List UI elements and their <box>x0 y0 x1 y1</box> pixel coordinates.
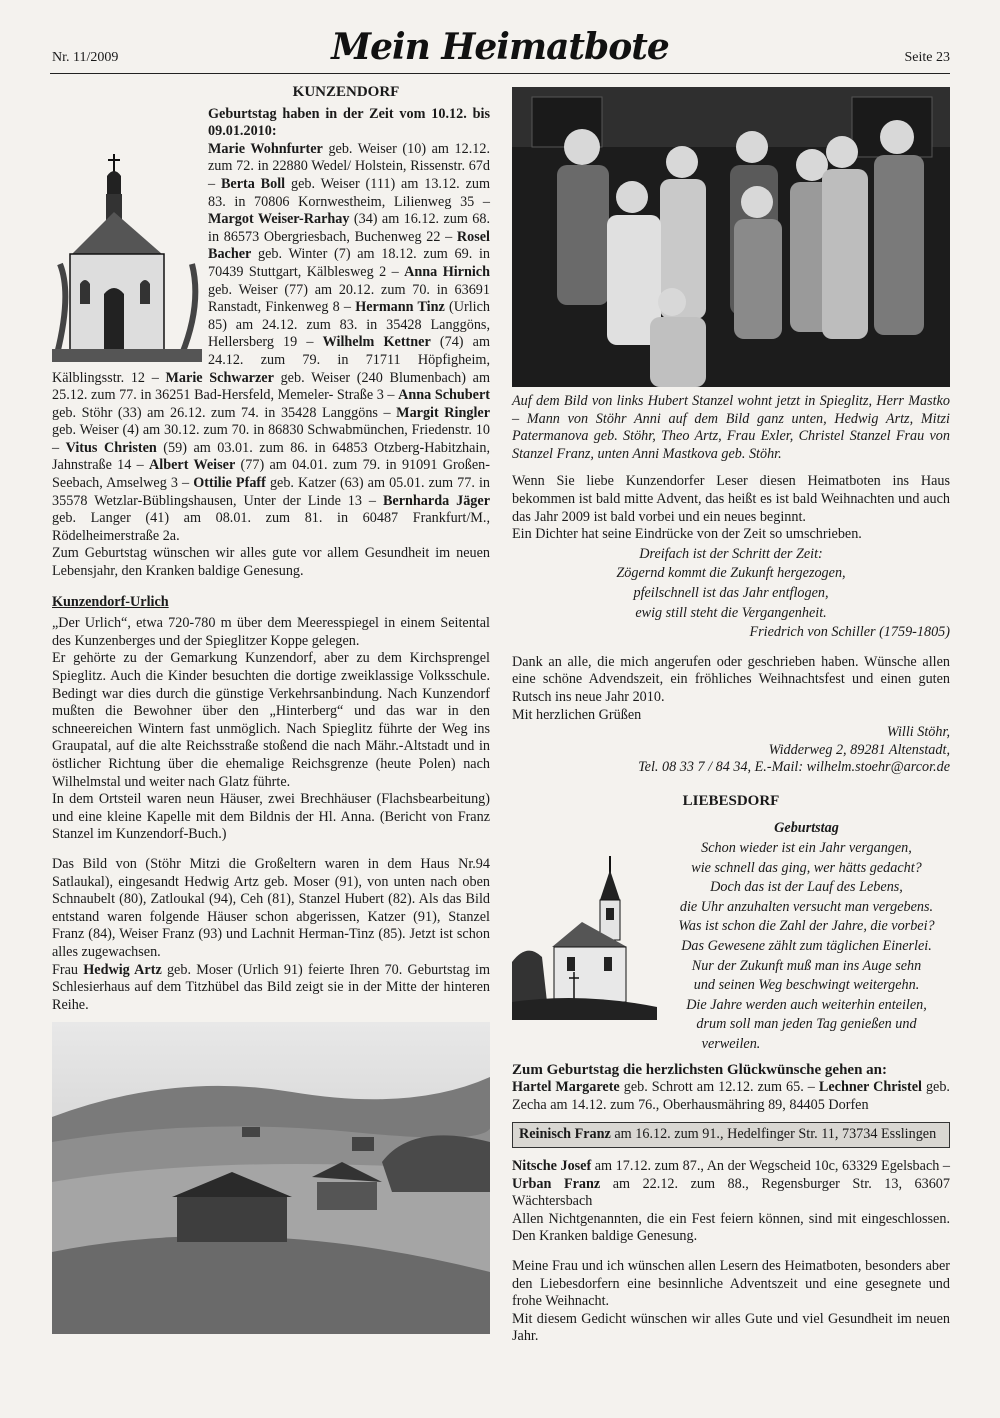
entry-name: Marie Wohnfurter <box>208 140 323 157</box>
glueckwuensche-heading: Zum Geburtstag die herzlichsten Glückwünsche gehen an: <box>512 1061 888 1078</box>
entry-text: geb. Weiser (77) am 20.12. zum 70. in 63691 Ranstadt, Finkenweg 8 – <box>208 281 490 316</box>
spacer <box>512 642 950 654</box>
entry-name: Vitus Christen <box>65 439 157 456</box>
entry-text: geb. Weiser (10) am 12.12. zum 72. in 22880 Wedel/ Holstein, Rissenstr. 67d – <box>208 140 490 192</box>
signature-address: Widderweg 2, 89281 Altenstadt, <box>768 741 950 758</box>
entry-text: (34) am 16.12. zum 68. in 86573 Obergriesbach, Buchenweg 22 – <box>208 211 490 245</box>
group-photo <box>512 87 950 387</box>
entry-text: (Urlich 85) am 24.12. zum 83. in 35428 Langgöns, Hellersberg 19 – <box>208 299 490 351</box>
poem-line: Das Gewesene zählt zum täglichen Einerlei. <box>681 938 932 955</box>
poem-line: verweilen. <box>701 1036 761 1052</box>
urlich-paragraph-5: Frau Hedwig Artz geb. Moser (Urlich 91) feierte Ihren 70. Geburtstag im Schlesierhaus auf dem Titzhübel das Bild zeigt sie in der Mitte der hinteren Reihe. <box>52 961 490 1013</box>
urlich-title: Kunzendorf-Urlich <box>52 593 169 610</box>
poem-line: Was ist schon die Zahl der Jahre, die vorbei? <box>678 918 935 935</box>
poem-line: Doch das ist der Lauf des Lebens, <box>710 879 903 896</box>
entry-text: geb. Stöhr (33) am 26.12. zum 74. in 35428 Langgöns – <box>52 404 397 421</box>
schiller-line: Dreifach ist der Schritt der Zeit: <box>639 545 823 562</box>
poem-title: Geburtstag <box>774 820 839 837</box>
schiller-line: ewig still steht die Vergangenheit. <box>635 604 827 621</box>
gruss-line: Mit herzlichen Grüßen <box>512 706 642 723</box>
entry-name: Ottilie Pfaff <box>193 475 266 492</box>
signature-contact: Tel. 08 33 7 / 84 34, E.-Mail: wilhelm.stoehr@arcor.de <box>638 759 950 776</box>
landscape-photo-art <box>52 1022 490 1334</box>
urlich-paragraph-1: „Der Urlich“, etwa 720-780 m über dem Meeresspiegel in einem Seitental des Kunzenberges und der Spieglitzer Koppe gelegen. <box>52 615 490 649</box>
liebesdorf-poem-block <box>512 816 950 1055</box>
entry-name: Rosel Bacher <box>208 228 490 263</box>
landscape-photo <box>52 1022 490 1334</box>
issue-number: Nr. 11/2009 <box>52 50 119 65</box>
entry-name: Albert Weiser <box>149 457 236 474</box>
entry-name: Wilhelm Kettner <box>322 334 431 351</box>
schiller-author: Friedrich von Schiller (1759-1805) <box>749 624 950 641</box>
entry-text: geb. Weiser (4) am 30.12. zum 70. in 86830 Schwabmünchen, Friedenstr. 10 – <box>52 422 490 456</box>
poem-line: Schon wieder ist ein Jahr vergangen, <box>701 840 912 857</box>
entry-name: Margit Ringler <box>396 404 490 421</box>
kunzendorf-wishes: Zum Geburtstag wünschen wir alles gute vor allem Gesundheit im neuen Lebensjahr, den Kranken baldige Genesung. <box>52 545 490 580</box>
entry-text: geb. Weiser (111) am 13.12. zum 83. in 70806 Kornwestheim, Lilienweg 35 – <box>208 175 490 210</box>
entry-name: Marie Schwarzer <box>165 369 274 386</box>
spacer <box>512 1246 950 1258</box>
entry-name: Margot Weiser-Rarhay <box>208 211 350 228</box>
entry-text: geb. Langer (41) am 08.01. zum 81. in 60487 Frankfurt/M., Rödelheimerstraße 2a. <box>52 510 490 544</box>
entry-name: Anna Hirnich <box>404 263 490 280</box>
church-drawing-kunzendorf <box>52 144 202 362</box>
liebesdorf-title: LIEBESDORF <box>682 792 780 809</box>
newspaper-masthead: Mein Heimatbote <box>331 26 669 68</box>
schiller-line: Zögernd kommt die Zukunft hergezogen, <box>616 565 846 582</box>
poem-line: wie schnell das ging, wer hätts gedacht? <box>691 859 922 876</box>
entry-text: geb. Katzer (63) am 05.01. zum 77. in 35578 Wetzlar-Büblingshausen, Unter der Linde 13 – <box>52 475 490 509</box>
gedicht-paragraph: Mit diesem Gedicht wünschen wir alles Gute und viel Gesundheit im neuen Jahr. <box>512 1310 950 1345</box>
header-rule <box>50 73 950 74</box>
dichter-line: Ein Dichter hat seine Eindrücke von der Zeit so umschrieben. <box>512 526 862 543</box>
church-drawing-liebesdorf <box>512 852 657 1020</box>
group-photo-caption: Auf dem Bild von links Hubert Stanzel wohnt jetzt in Spieglitz, Herr Mastko – Mann von Stöhr Anni auf dem Bild ganz unten, Hedwig Artz, Mitzi Patermanova geb. Stöhr, Theo Artz, Frau Exler, Christel Stanzel Frau von Stanzel Franz, unten Anni Mastkova geb. Stöhr. <box>512 393 950 462</box>
entry-name: Anna Schubert <box>398 387 490 404</box>
dank-paragraph: Dank an alle, die mich angerufen oder geschrieben haben. Wünsche allen eine schöne Advendszeit, ein fröhliches Weihnachtsfest und einen guten Rutsch ins neue Jahr 2010. <box>512 653 950 705</box>
right-column <box>512 87 950 1346</box>
group-photo-art <box>512 87 950 387</box>
frau-paragraph: Meine Frau und ich wünschen allen Lesern des Heimatboten, besonders aber den Liebesdorfern eine besinnliche Adventszeit und eine gesegnete und frohe Weihnacht. <box>512 1257 950 1310</box>
urlich-paragraph-2: Er gehörte zu der Gemarkung Kunzendorf, aber zu dem Kirchsprengel Spieglitz. Auch die Kinder besuchten die dortige zweiklassige Volksschule. Bedingt war dies durch die günstige Verkehrsanbindung. Nach Kunzendorf mußten die Bewohner über den „Hinterberg“ und das war in den schneereichen Wintern fast unmöglich. Nach Spieglitz führte der Weg ins Graupatal, auf die alte Reichsstraße stoßend die nach Mähr.-Altstadt und in östlicher Richtung über die ehemalige Reichsgrenze (heute Polen) nach Wilhelmstal und weiter nach Glatz führte. <box>52 650 490 790</box>
entry-text: (59) am 03.01. zum 86. in 64853 Otzberg-Habitzhain, Jahnstraße 14 – <box>52 439 491 474</box>
page-number: Seite 23 <box>904 50 950 65</box>
kunzendorf-title: KUNZENDORF <box>292 84 400 100</box>
advent-paragraph: Wenn Sie liebe Kunzendorfer Leser diesen Heimatboten ins Haus bekommen ist bald mitte Advent, das heißt es ist bald Weihnachten und auch das Jahr 2009 ist bald vorbei und ein neues beginnt. <box>512 473 950 525</box>
poem-line: Die Jahre werden auch weiterhin enteilen, <box>686 996 927 1013</box>
poem-line: die Uhr anzuhalten versucht man vergebens. <box>679 898 934 915</box>
entry-text: geb. Winter (7) am 18.12. zum 69. in 70439 Stuttgart, Kälblesweg 2 – <box>208 246 490 280</box>
birthday-intro: Geburtstag haben in der Zeit vom 10.12. bis 09.01.2010: <box>208 105 490 140</box>
liebesdorf-entries-2: Nitsche Josef am 17.12. zum 87., An der Wegscheid 10c, 63329 Egelsbach – Urban Franz am 22.12. zum 88., Regensburger Str. 13, 63607 Wächtersbach <box>512 1157 950 1210</box>
entry-name: Berta Boll <box>220 175 286 192</box>
highlighted-birthday-box: Reinisch Franz am 16.12. zum 91., Hedelfinger Str. 11, 73734 Esslingen <box>512 1122 950 1148</box>
poem-line: Nur der Zukunft muß man ins Auge sehn <box>691 957 922 974</box>
nichtgenannten-paragraph: Allen Nichtgenannten, die ein Fest feiern können, sind mit eingeschlossen. Den Kranken baldige Genesung. <box>512 1210 950 1245</box>
liebesdorf-entries-1: Hartel Margarete geb. Schrott am 12.12. zum 65. – Lechner Christel geb. Zecha am 14.12. zum 76., Oberhausmähring 89, 84405 Dorfen <box>512 1079 950 1113</box>
poem-line: drum soll man jeden Tag genießen und <box>696 1016 917 1033</box>
entry-text: geb. Weiser (240 Blumenbach) am 25.12. zum 77. in 36251 Bad-Hersfeld, Memeler- Straße 3 – <box>52 369 490 404</box>
urlich-paragraph-4: Das Bild von (Stöhr Mitzi die Großeltern waren in dem Haus Nr.94 Satlaukal), eingesandt Hedwig Artz geb. Moser (91), von unten nach oben Schnaubelt (80), Zatloukal (94), Ceh (81), Stanzel Hubert (82). Als das Bild entstand waren folgende Häuser schon abgerissen, Katzer (91), Stanzel Franz (84), Weiser Franz (93) und Lachnit Herman-Tinz (85). Jetzt ist schon alles zugewachsen. <box>52 855 490 960</box>
poem-line: und seinen Weg beschwingt weitergehn. <box>693 977 920 994</box>
spacer <box>52 844 490 856</box>
schiller-line: pfeilschnell ist das Jahr entflogen, <box>633 584 829 601</box>
entry-text: (74) am 24.12. zum 79. in 71711 Höpfigheim, Kälblingsstr. 12 – <box>52 334 490 386</box>
left-column <box>52 82 490 1334</box>
entry-name: Bernharda Jäger <box>382 492 490 509</box>
urlich-paragraph-3: In dem Ortsteil waren neun Häuser, zwei Brechhäuser (Flachsbearbeitung) und eine kleine Kapelle mit dem Bildnis der Hl. Anna. (Bericht von Franz Stanzel im Kunzendorf-Buch.) <box>52 791 490 843</box>
entry-text: (77) am 04.01. zum 79. in 91091 Großen-Seebach, Amselweg 3 – <box>52 457 490 492</box>
signature-name: Willi Stöhr, <box>886 724 950 741</box>
entry-name: Hermann Tinz <box>355 299 445 316</box>
